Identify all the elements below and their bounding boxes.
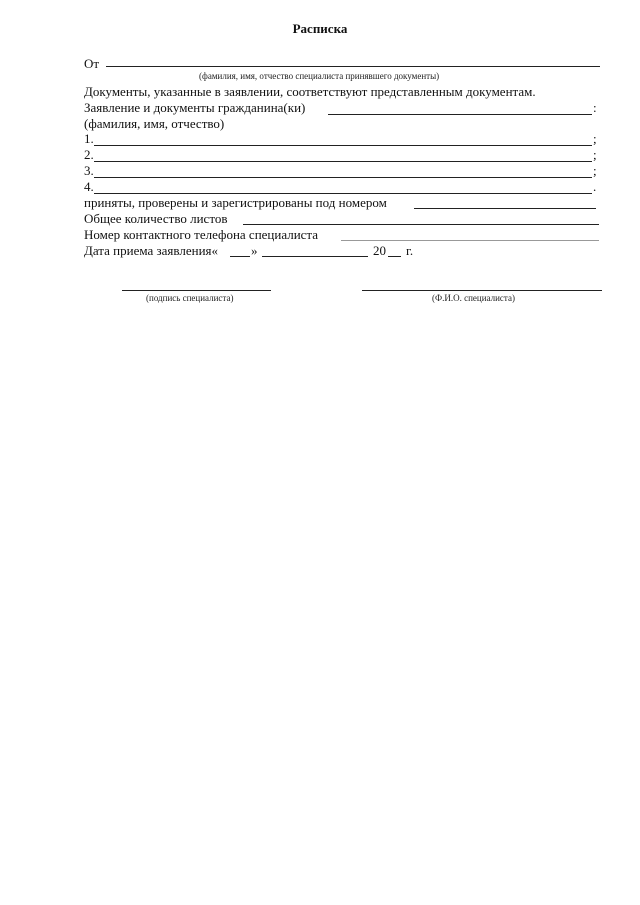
item-1-field-line[interactable] <box>94 145 592 146</box>
item-1-end-mark: ; <box>593 131 597 146</box>
from-field-line[interactable] <box>106 66 600 67</box>
registration-number-field-line[interactable] <box>414 208 596 209</box>
application-label: Заявление и документы гражданина(ки) <box>84 100 306 115</box>
page-title: Расписка <box>292 21 348 36</box>
item-3-field-line[interactable] <box>94 177 592 178</box>
phone-field-line[interactable] <box>341 240 599 241</box>
signature-field-line[interactable] <box>122 290 271 291</box>
date-label: Дата приема заявления« <box>84 243 219 258</box>
citizen-name-field-line[interactable] <box>328 114 592 115</box>
item-4-end-mark: . <box>593 179 597 194</box>
item-4-number: 4. <box>84 179 94 194</box>
date-year-prefix: 20 <box>373 243 386 258</box>
date-year-suffix: г. <box>406 243 414 258</box>
from-hint: (фамилия, имя, отчество специалиста принявшего документы) <box>199 71 440 81</box>
item-4-field-line[interactable] <box>94 193 592 194</box>
date-year-field-line[interactable] <box>388 256 401 257</box>
specialist-fio-hint: (Ф.И.О. специалиста) <box>432 293 515 303</box>
item-2-end-mark: ; <box>593 147 597 162</box>
item-1-number: 1. <box>84 131 94 146</box>
specialist-fio-field-line[interactable] <box>362 290 602 291</box>
phone-label: Номер контактного телефона специалиста <box>84 227 319 242</box>
sheets-count-field-line[interactable] <box>243 224 599 225</box>
from-label: От <box>84 56 100 71</box>
application-end-mark: : <box>593 100 597 115</box>
statement-text: Документы, указанные в заявлении, соответствуют представленным документам. <box>84 84 536 99</box>
date-quote-close: » <box>251 243 258 258</box>
signature-hint: (подпись специалиста) <box>146 293 234 303</box>
date-month-field-line[interactable] <box>262 256 368 257</box>
sheets-label: Общее количество листов <box>84 211 228 226</box>
fio-hint: (фамилия, имя, отчество) <box>84 116 225 131</box>
item-2-field-line[interactable] <box>94 161 592 162</box>
item-2-number: 2. <box>84 147 94 162</box>
date-day-field-line[interactable] <box>230 256 250 257</box>
item-3-number: 3. <box>84 163 94 178</box>
accepted-label: приняты, проверены и зарегистрированы под номером <box>84 195 387 210</box>
item-3-end-mark: ; <box>593 163 597 178</box>
